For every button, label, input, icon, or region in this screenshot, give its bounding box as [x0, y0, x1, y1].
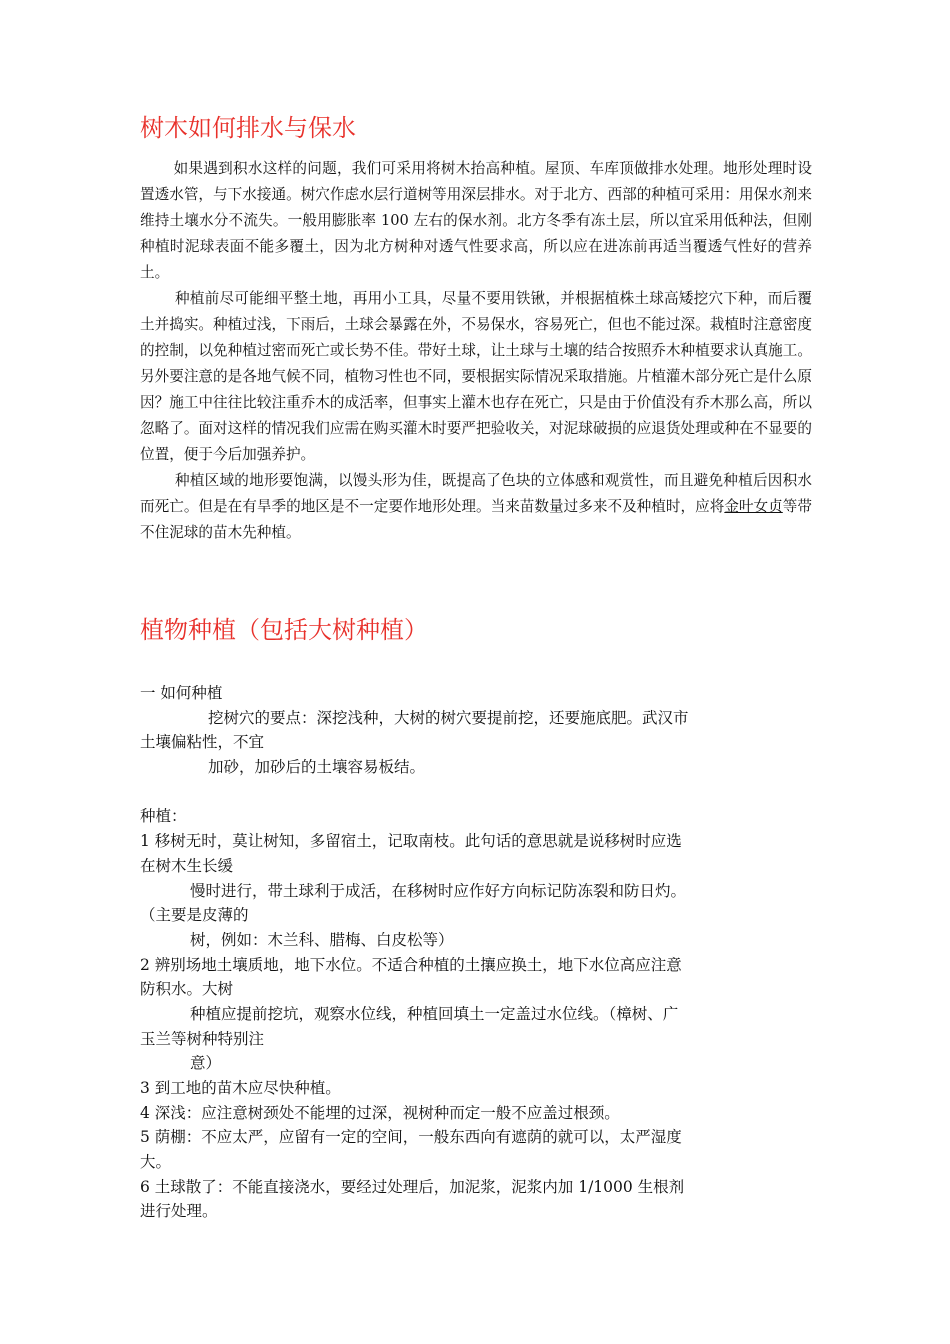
paragraph-text: 等带不住泥球的苗木先种植。 [140, 498, 812, 541]
link-golden-privet[interactable]: 金叶女贞 [724, 498, 783, 515]
text-line: 进行处理。 [140, 1202, 218, 1221]
blank-line [140, 780, 812, 805]
text-line: 2 辨别场地土壤质地，地下水位。不适合种植的土攘应换土，地下水位高应注意 [140, 955, 682, 974]
section-planting-body [140, 681, 812, 1224]
paragraph [140, 468, 812, 546]
text-line: 大。 [140, 1153, 172, 1172]
text-line: 种植： [140, 807, 187, 826]
section-title-drainage: 树木如何排水与保水 [140, 114, 356, 142]
text-line: 3 到工地的苗木应尽快种植。 [140, 1079, 341, 1097]
paragraph: 如果遇到积水这样的问题，我们可采用将树木抬高种植。屋顶、车库顶做排水处理。地形处理时设置透水管，与下水接通。树穴作虑水层行道树等用深层排水。对于北方、西部的种植可采用：用保水剂来维持土壤水分不流失。一般用膨胀率 100 左右的保水剂。北方冬季有冻土层，所以宜采用低种法，但刚种植时泥球表面不能多覆土，因为北方树种对透气性要求高，所以应在进冻前再适当覆透气性好的营养土。 [140, 160, 812, 281]
text-line: 种植应提前挖坑，观察水位线，种植回填土一定盖过水位线。（樟树、广 [190, 1004, 679, 1023]
text-line: 5 荫棚：不应太严，应留有一定的空间，一般东西向有遮荫的就可以，太严湿度 [140, 1128, 682, 1147]
paragraph-text: 种植区域的地形要饱满，以馒头形为佳，既提高了色块的立体感和观赏性，而且避免种植后因积水而死亡。但是在有旱季的地区是不一定要作地形处理。当来苗数量过多来不及种植时，应将 [140, 472, 812, 515]
text-line: 意） [190, 1054, 222, 1073]
section-title-planting: 植物种植（包括大树种植） [140, 616, 428, 644]
text-line: 一 如何种植 [140, 684, 223, 702]
text-line: 4 深浅：应注意树颈处不能埋的过深，视树种而定一般不应盖过根颈。 [140, 1103, 620, 1122]
text-line: 土壤偏粘性，不宜 [140, 733, 265, 752]
text-line: 挖树穴的要点：深挖浅种，大树的树穴要提前挖，还要施底肥。武汉市 [208, 708, 689, 727]
text-line: 玉兰等树种特别注 [140, 1029, 265, 1048]
text-line: 树，例如：木兰科、腊梅、白皮松等） [190, 930, 454, 949]
text-line: 加砂，加砂后的土壤容易板结。 [208, 758, 426, 777]
text-line: 1 移树无时，莫让树知，多留宿土，记取南枝。此句话的意思就是说移树时应选 [140, 832, 682, 851]
text-line: 6 土球散了：不能直接浇水，要经过处理后，加泥浆，泥浆内加 1/1000 生根剂 [140, 1177, 685, 1196]
text-line: （主要是皮薄的 [140, 906, 249, 925]
text-line: 防积水。大树 [140, 980, 234, 999]
paragraph: 种植前尽可能细平整土地，再用小工具，尽量不要用铁锹，并根据植株土球高矮挖穴下种，而后覆土并捣实。种植过浅，下雨后，土球会暴露在外，不易保水，容易死亡，但也不能过深。栽植时注意密度的控制，以免种植过密而死亡或长势不佳。带好土球，让土球与土壤的结合按照乔木种植要求认真施工。另外要注意的是各地气候不同，植物习性也不同，要根据实际情况采取措施。片植灌木部分死亡是什么原因？施工中往往比较注重乔木的成活率，但事实上灌木也存在死亡，只是由于价值没有乔木那么高，所以忽略了。面对这样的情况我们应需在购买灌木时要严把验收关，对泥球破损的应退货处理或种在不显要的位置，便于今后加强养护。 [140, 290, 812, 463]
text-line: 慢时进行，带土球利于成活，在移树时应作好方向标记防冻裂和防日灼。 [190, 881, 687, 900]
section-drainage-body [140, 156, 812, 546]
text-line: 在树木生长缓 [140, 856, 234, 875]
